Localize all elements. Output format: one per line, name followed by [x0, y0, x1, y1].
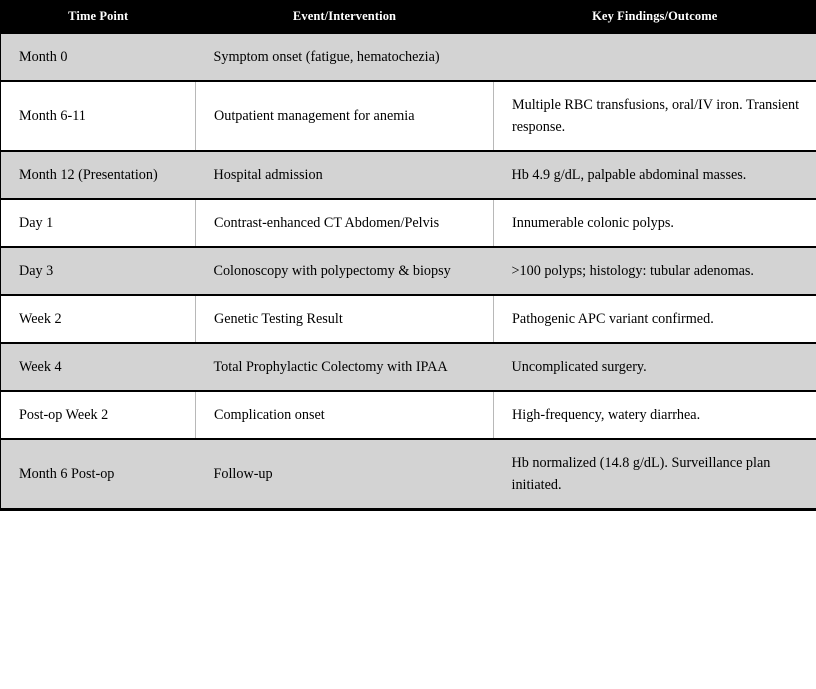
- table-body: [1, 34, 816, 510]
- cell-finding: Pathogenic APC variant confirmed.: [494, 295, 816, 343]
- table-header: [1, 0, 816, 34]
- cell-time-point: Month 0: [1, 34, 196, 81]
- cell-time-point: Month 12 (Presentation): [1, 151, 196, 199]
- cell-time-point: Day 1: [1, 199, 196, 247]
- cell-finding: Hb normalized (14.8 g/dL). Surveillance plan initiated.: [494, 439, 816, 510]
- cell-event: Total Prophylactic Colectomy with IPAA: [196, 343, 494, 391]
- table-row: [1, 199, 816, 247]
- table-row: [1, 343, 816, 391]
- cell-event: Hospital admission: [196, 151, 494, 199]
- cell-event: Complication onset: [196, 391, 494, 439]
- cell-finding: Uncomplicated surgery.: [494, 343, 816, 391]
- cell-time-point: Day 3: [1, 247, 196, 295]
- table-row: [1, 295, 816, 343]
- cell-event: Colonoscopy with polypectomy & biopsy: [196, 247, 494, 295]
- table-row: [1, 151, 816, 199]
- table-row: [1, 34, 816, 81]
- cell-time-point: Month 6-11: [1, 81, 196, 151]
- cell-time-point: Post-op Week 2: [1, 391, 196, 439]
- cell-finding: High-frequency, watery diarrhea.: [494, 391, 816, 439]
- cell-finding: Hb 4.9 g/dL, palpable abdominal masses.: [494, 151, 816, 199]
- cell-finding: [494, 34, 816, 81]
- table-row: [1, 439, 816, 510]
- cell-time-point: Month 6 Post-op: [1, 439, 196, 510]
- cell-finding: Multiple RBC transfusions, oral/IV iron. Transient response.: [494, 81, 816, 151]
- table-row: [1, 81, 816, 151]
- cell-event: Symptom onset (fatigue, hematochezia): [196, 34, 494, 81]
- cell-finding: Innumerable colonic polyps.: [494, 199, 816, 247]
- column-header-key-findings-outcome: Key Findings/Outcome: [494, 0, 816, 34]
- cell-event: Outpatient management for anemia: [196, 81, 494, 151]
- column-header-time-point: Time Point: [1, 0, 196, 34]
- column-header-event-intervention: Event/Intervention: [196, 0, 494, 34]
- cell-event: Contrast-enhanced CT Abdomen/Pelvis: [196, 199, 494, 247]
- table-header-row: [1, 0, 816, 34]
- cell-time-point: Week 4: [1, 343, 196, 391]
- table-row: [1, 391, 816, 439]
- table-row: [1, 247, 816, 295]
- cell-time-point: Week 2: [1, 295, 196, 343]
- cell-event: Genetic Testing Result: [196, 295, 494, 343]
- cell-event: Follow-up: [196, 439, 494, 510]
- cell-finding: >100 polyps; histology: tubular adenomas.: [494, 247, 816, 295]
